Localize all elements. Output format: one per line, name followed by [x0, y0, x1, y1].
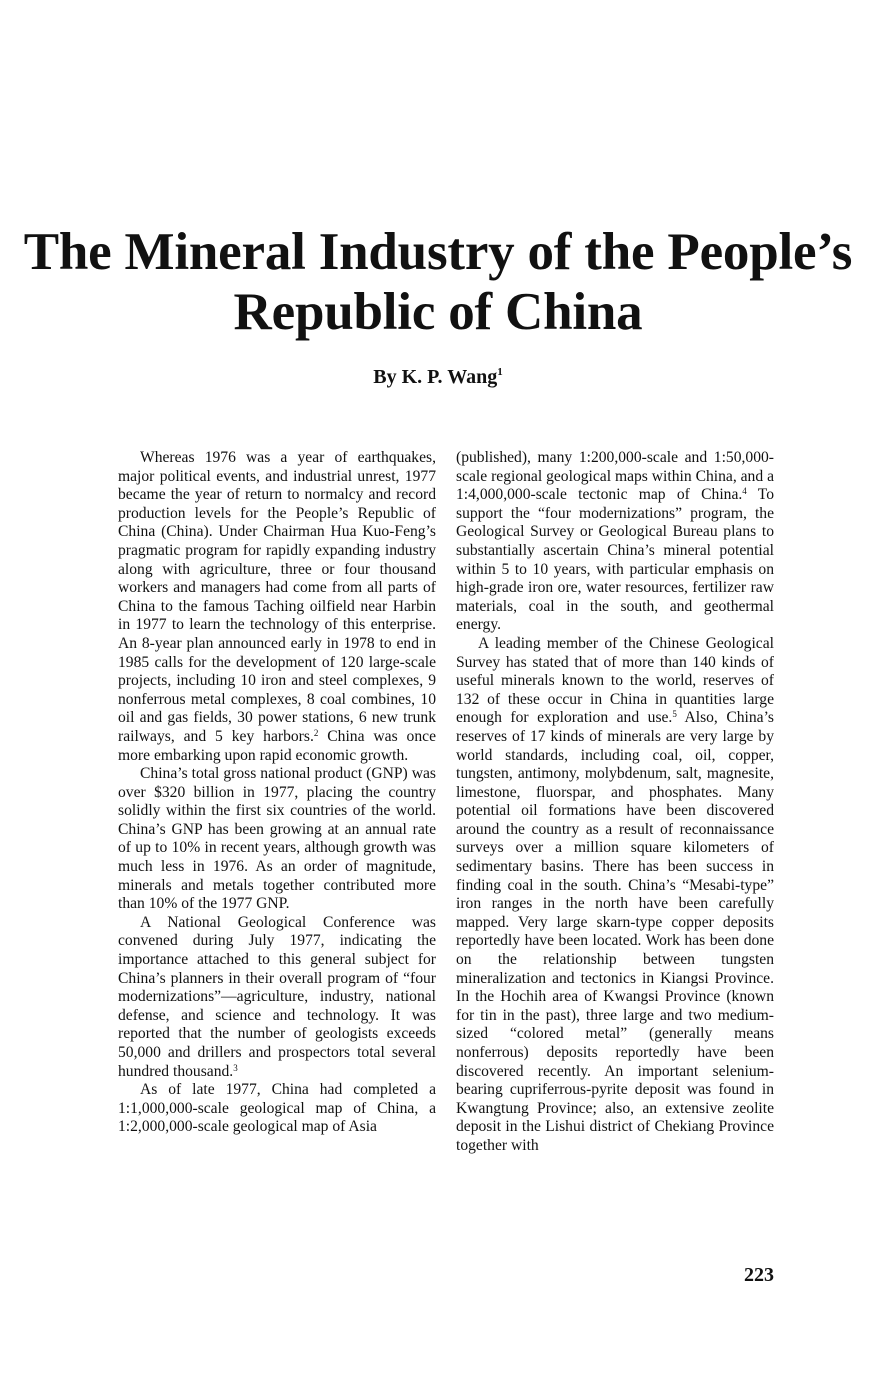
paragraph-text: A National Geological Conference was convened during July 1977, indicating the importance attached to this general subject for China’s planners in their overall program of “four modernizations”—agriculture, industry, national defense, and science and technology. It was reported that the number of geologists exceeds 50,000 and drillers and prospectors total several hundred thousand.: [118, 913, 436, 1080]
footnote-marker: 1: [497, 366, 503, 378]
paragraph: [118, 1081, 436, 1137]
left-column: [118, 449, 436, 1137]
paragraph-text-cont: Also, China’s reserves of 17 kinds of minerals are very large by world standards, including coal, oil, copper, tungsten, antimony, molybdenum, salt, magnesite, limestone, fluorspar, and phosphates. Many potential oil formations have been discovered around the country as a result of reconnaissance surveys over a million square kilometers of sedimentary basins. There has been success in finding coal in the south. China’s “Mesabi-type” iron ranges in the north have been carefully mapped. Very large skarn-type copper deposits reportedly have been located. Work has been done on the relationship between tungsten mineralization and tectonics in Kiangsi Province. In the Hochih area of Kwangsi Province (known for tin in the past), three large and two medium-sized “colored metal” (generally means nonferrous) deposits reportedly have been discovered recently. An important selenium-bearing cupriferrous-pyrite deposit was found in Kwangtung Province; also, an extensive zeolite deposit in the Lishui district of Chekiang Province together with: [456, 709, 774, 1154]
byline: [0, 366, 876, 389]
right-column: [456, 449, 774, 1156]
paragraph-text: A leading member of the Chinese Geological Survey has stated that of more than 140 kinds of useful minerals known to the world, reserves of 132 of these occur in China in quantities large enough for exploration and use.: [456, 634, 774, 727]
page-number: 223: [744, 1264, 774, 1286]
footnote-ref: 5: [672, 709, 677, 720]
paragraph: [118, 914, 436, 1081]
paragraph-text: Whereas 1976 was a year of earthquakes, major political events, and industrial unrest, 1977 became the year of return to normalcy and record production levels for the People’s Republic of China (China). Under Chairman Hua Kuo-Feng’s pragmatic program for rapidly expanding industry along with agriculture, three or four thousand workers and managers had come from all parts of China to the famous Taching oilfield near Harbin in 1977 to learn the technology of this enterprise. An 8-year plan announced early in 1978 to end in 1985 calls for the development of 120 large-scale projects, including 10 iron and steel complexes, 9 nonferrous metal complexes, 8 coal combines, 10 oil and gas fields, 30 power stations, 6 new trunk railways, and 5 key harbors.: [118, 449, 436, 745]
footnote-ref: 2: [313, 727, 319, 738]
paragraph: [456, 449, 774, 635]
author-name: By K. P. Wang: [373, 366, 498, 388]
footnote-ref: 3: [233, 1062, 238, 1073]
footnote-ref: 4: [742, 486, 747, 497]
paragraph: [118, 765, 436, 914]
paragraph-text-cont: China was once more embarking upon rapid economic growth.: [118, 727, 436, 764]
paragraph-text: (published), many 1:200,000-scale and 1:50,000-scale regional geological maps within China, and a 1:4,000,000-scale tectonic map of China.: [456, 449, 774, 504]
paragraph: [118, 449, 436, 765]
paragraph: [456, 635, 774, 1156]
page-title: The Mineral Industry of the People’s Republic of China: [23, 223, 853, 341]
paragraph-text: As of late 1977, China had completed a 1:1,000,000-scale geological map of China, a 1:2,000,000-scale geological map of Asia: [118, 1081, 436, 1136]
paragraph-text-cont: To support the “four modernizations” program, the Geological Survey or Geological Bureau plans to substantially ascertain China’s mineral potential within 5 to 10 years, with particular emphasis on high-grade iron ore, water resources, fertilizer raw materials, coal in the south, and geothermal energy.: [456, 486, 774, 634]
paragraph-text: China’s total gross national product (GNP) was over $320 billion in 1977, placing the country solidly within the first six countries of the world. China’s GNP has been growing at an annual rate of up to 10% in recent years, although growth was much less in 1976. As an order of magnitude, minerals and metals together contributed more than 10% of the 1977 GNP.: [118, 765, 436, 913]
